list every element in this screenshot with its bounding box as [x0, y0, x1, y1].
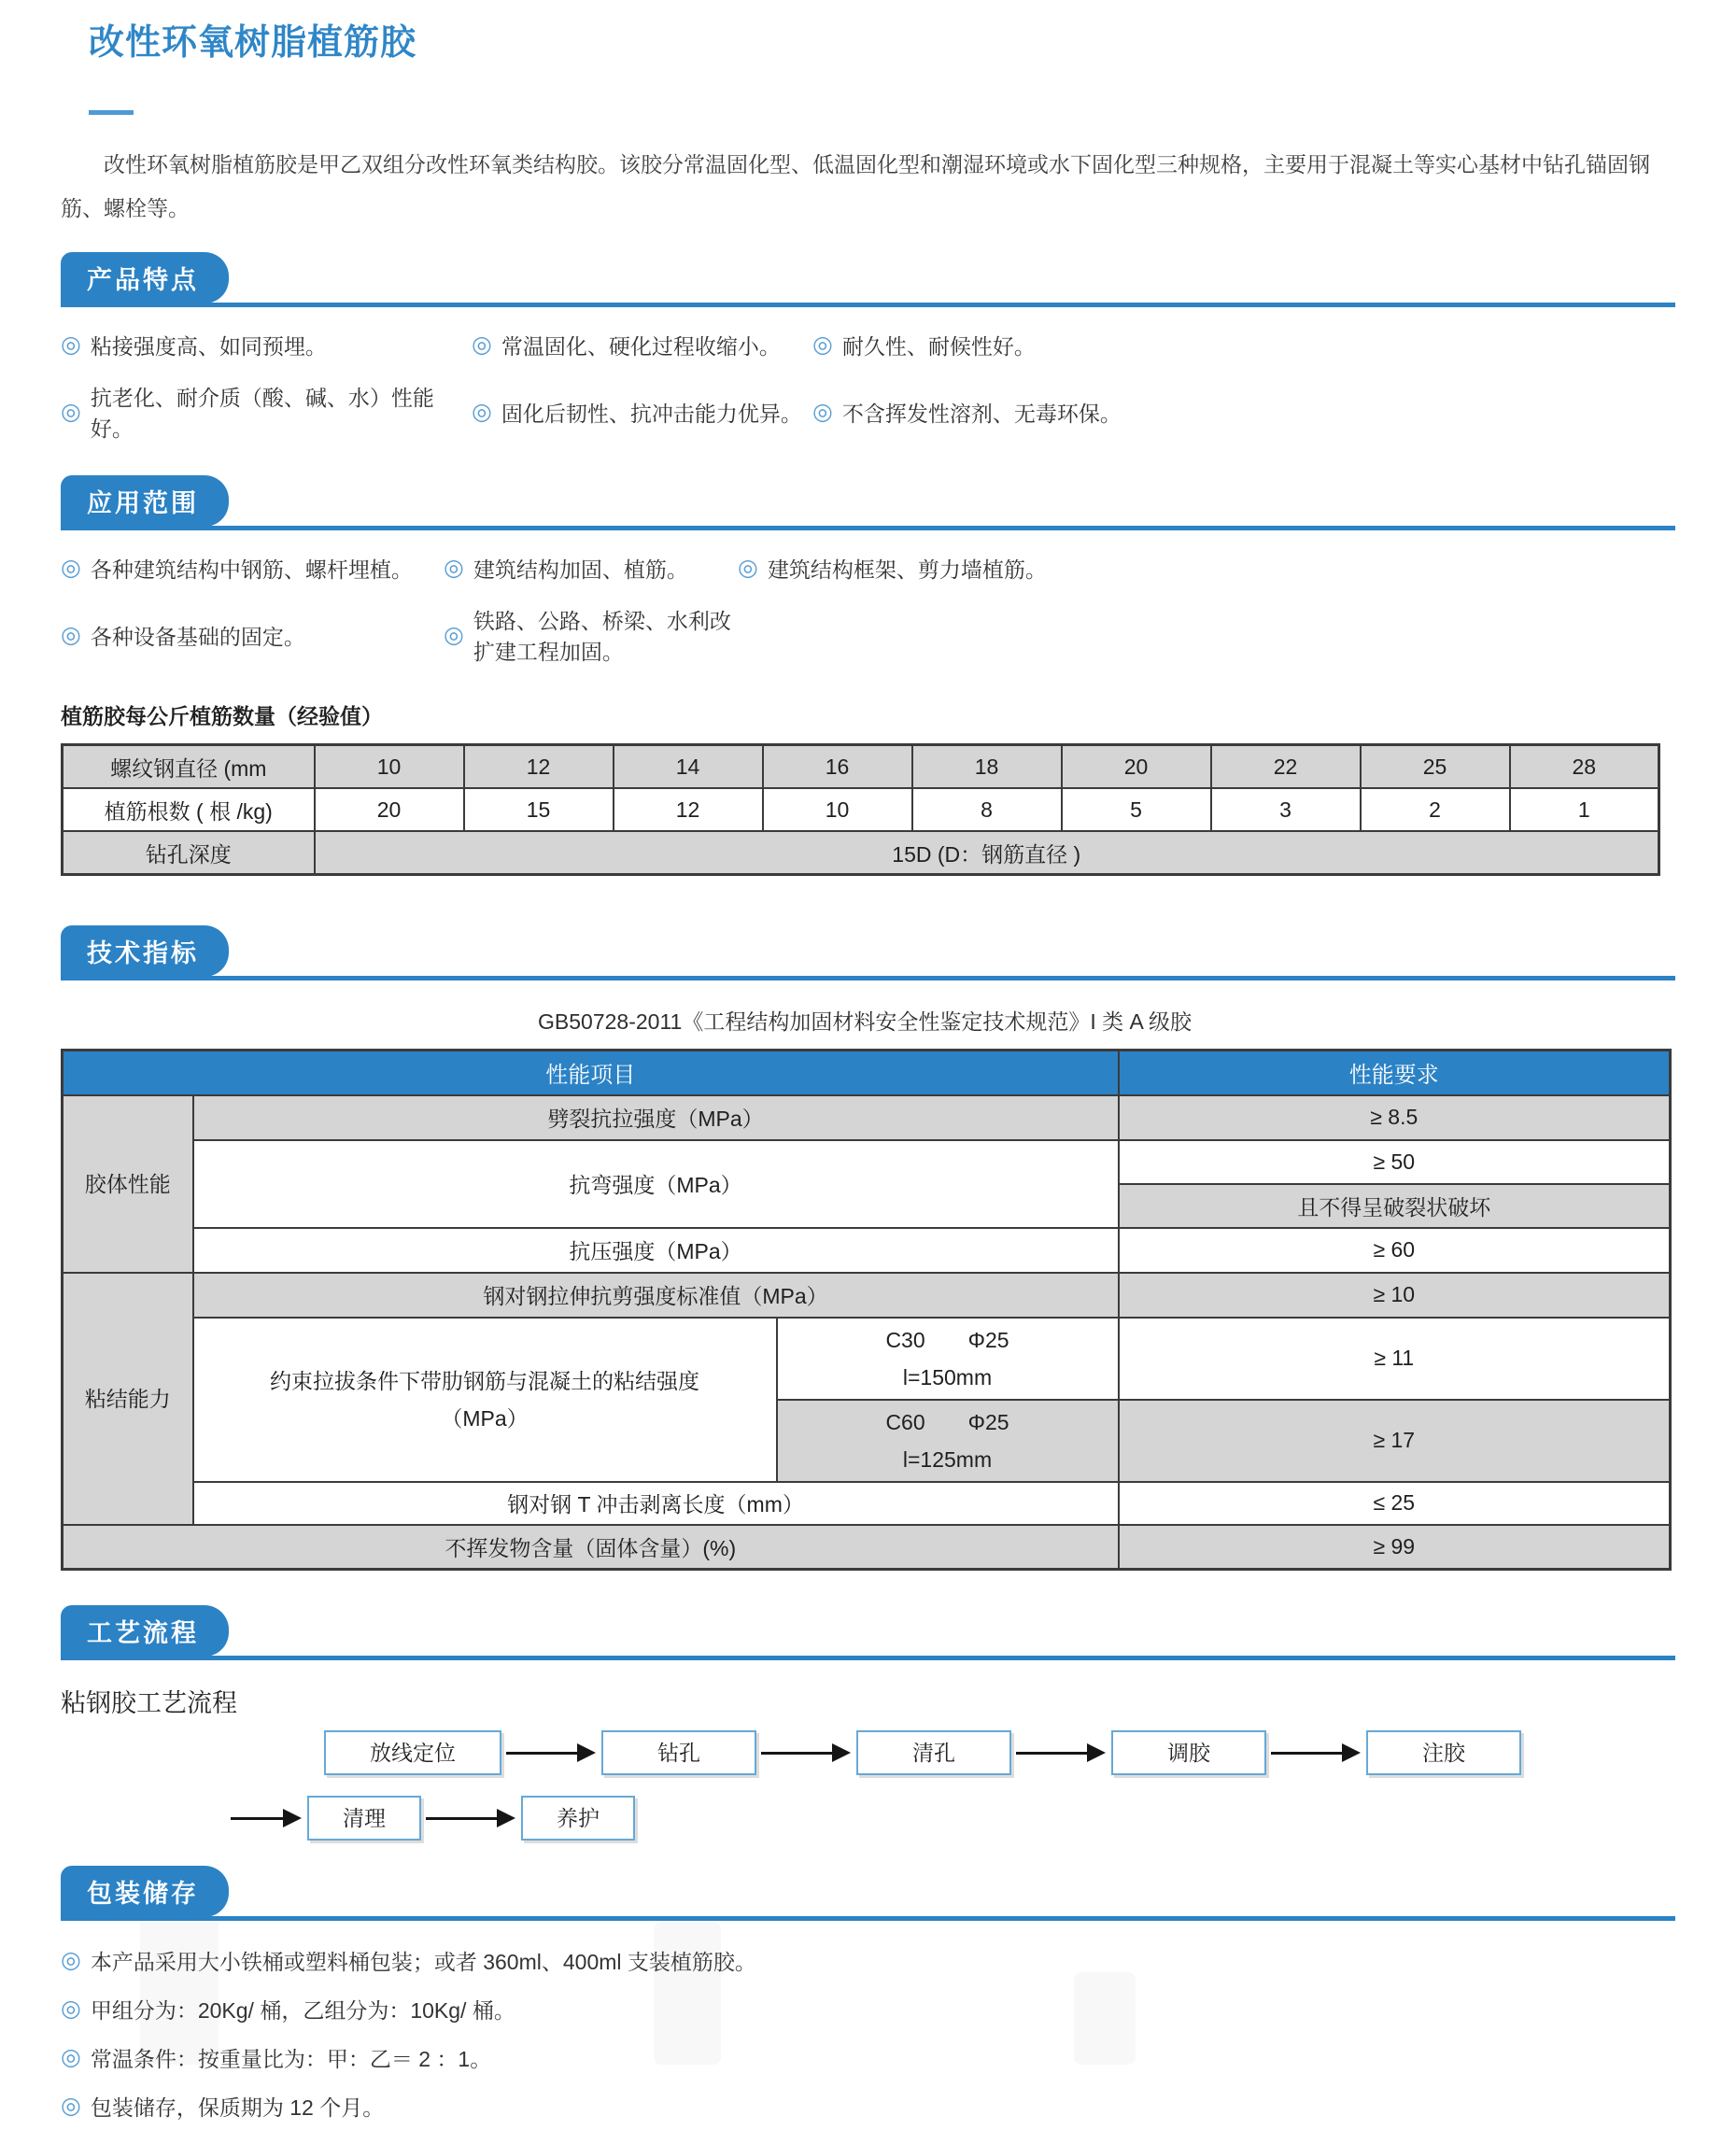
section-header-applications	[61, 482, 1675, 530]
table-cell: 14	[614, 745, 763, 789]
list-item	[472, 330, 812, 360]
spec-property-cell	[193, 1318, 777, 1482]
spec-property-cell: 钢对钢 T 冲击剥离长度（mm）	[193, 1482, 1119, 1525]
circle-bullet-icon: ◎	[61, 331, 81, 358]
table-row	[63, 1482, 1671, 1525]
table-cell: 20	[1062, 745, 1211, 789]
circle-bullet-icon: ◎	[472, 331, 492, 358]
spec-col-header-requirement: 性能要求	[1119, 1051, 1671, 1095]
spec-value-cell: ≥ 17	[1119, 1400, 1671, 1482]
list-item	[61, 553, 444, 584]
flow-step-box: 养护	[521, 1796, 635, 1841]
list-item	[61, 1984, 1675, 2033]
spec-condition-line: C60 Φ25	[885, 1409, 1009, 1434]
spec-value-cell: ≥ 50	[1119, 1140, 1671, 1184]
list-item	[812, 330, 1675, 360]
table-cell: 3	[1211, 788, 1361, 831]
row-header-cell: 植筋根数 ( 根 /kg)	[63, 788, 315, 831]
table-cell: 8	[912, 788, 1062, 831]
table-cell: 10	[763, 788, 912, 831]
process-flow-row-1	[324, 1730, 1675, 1775]
section-rule	[61, 976, 1675, 980]
spec-group-bonding-capacity: 粘结能力	[63, 1273, 193, 1525]
row-header-cell: 螺纹钢直径 (mm	[63, 745, 315, 789]
flow-step-box: 放线定位	[324, 1730, 501, 1775]
list-item-text: 建筑结构框架、剪力墙植筋。	[767, 557, 1047, 582]
list-item-text: 建筑结构加固、植筋。	[473, 557, 688, 582]
list-item-text: 各种建筑结构中钢筋、螺杆埋植。	[90, 557, 413, 582]
title-underline	[89, 110, 134, 115]
table-cell: 12	[614, 788, 763, 831]
table-cell: 12	[464, 745, 614, 789]
features-list	[61, 330, 1675, 443]
circle-bullet-icon: ◎	[61, 1995, 81, 2022]
list-item	[61, 2081, 1675, 2130]
spec-property-line: （MPa）	[441, 1405, 529, 1431]
table-cell: 20	[315, 788, 464, 831]
spec-property-line: 约束拉拔条件下带肋钢筋与混凝土的粘结强度	[270, 1368, 699, 1393]
circle-bullet-icon: ◎	[61, 2092, 81, 2119]
circle-bullet-icon: ◎	[61, 555, 81, 581]
list-item-text: 抗老化、耐介质（酸、碱、水）性能好。	[90, 386, 434, 441]
table-row	[63, 1095, 1671, 1140]
list-item	[444, 604, 738, 666]
spec-value-cell: ≥ 11	[1119, 1318, 1671, 1400]
spec-condition-cell	[777, 1400, 1119, 1482]
list-item	[61, 1936, 1675, 1984]
spec-value-cell: 且不得呈破裂状破坏	[1119, 1184, 1671, 1228]
packaging-list	[61, 1936, 1675, 2130]
table-cell: 1	[1510, 788, 1659, 831]
spec-condition-cell	[777, 1318, 1119, 1400]
table-row	[63, 788, 1659, 831]
table-row	[63, 831, 1659, 875]
section-rule	[61, 1656, 1675, 1660]
spec-property-cell: 抗压强度（MPa）	[193, 1228, 1119, 1273]
table-cell: 25	[1361, 745, 1510, 789]
list-item-text: 铁路、公路、桥梁、水利改扩建工程加固。	[473, 609, 731, 664]
flow-step-box: 钻孔	[601, 1730, 756, 1775]
circle-bullet-icon: ◎	[61, 1946, 81, 1973]
table-row	[63, 1318, 1671, 1400]
table-row	[63, 1525, 1671, 1570]
process-flow-row-2	[231, 1796, 1675, 1841]
arrow-right-icon	[231, 1817, 283, 1820]
table-cell: 15D (D：钢筋直径 )	[315, 831, 1659, 875]
section-tab-features: 产品特点	[61, 252, 229, 303]
table-cell: 2	[1361, 788, 1510, 831]
flow-step-box: 清理	[307, 1796, 421, 1841]
table-row	[63, 1051, 1671, 1095]
list-item-text: 耐久性、耐候性好。	[841, 334, 1036, 359]
circle-bullet-icon: ◎	[61, 621, 81, 648]
list-item-text: 本产品采用大小铁桶或塑料桶包装；或者 360ml、400ml 支装植筋胶。	[90, 1949, 756, 1974]
list-item	[61, 2033, 1675, 2081]
table-row	[63, 1228, 1671, 1273]
spec-property-cell: 不挥发物含量（固体含量）(%)	[63, 1525, 1119, 1570]
spec-value-cell: ≤ 25	[1119, 1482, 1671, 1525]
rebar-table	[61, 743, 1660, 876]
list-item	[61, 330, 472, 360]
table-cell: 18	[912, 745, 1062, 789]
table-cell: 28	[1510, 745, 1659, 789]
table-cell: 5	[1062, 788, 1211, 831]
table-row	[63, 1273, 1671, 1318]
arrow-right-icon	[1016, 1752, 1087, 1755]
section-tab-specs: 技术指标	[61, 925, 229, 977]
page-title: 改性环氧树脂植筋胶	[89, 23, 417, 63]
list-item-text: 各种设备基础的固定。	[90, 624, 305, 649]
arrow-right-icon	[426, 1817, 497, 1820]
section-header-process	[61, 1612, 1675, 1660]
list-item	[444, 553, 738, 584]
section-rule	[61, 303, 1675, 307]
flow-step-box: 清孔	[856, 1730, 1011, 1775]
spec-col-header-item: 性能项目	[63, 1051, 1119, 1095]
list-item	[61, 604, 444, 666]
spec-group-adhesive-properties: 胶体性能	[63, 1095, 193, 1273]
spec-property-cell: 抗弯强度（MPa）	[193, 1140, 1119, 1228]
spec-table-caption: GB50728-2011《工程结构加固材料安全性鉴定技术规范》I 类 A 级胶	[538, 1009, 1192, 1034]
circle-bullet-icon: ◎	[61, 2043, 81, 2070]
spec-condition-line: l=150mm	[902, 1364, 993, 1389]
circle-bullet-icon: ◎	[472, 398, 492, 425]
process-flow-subtitle: 粘钢胶工艺流程	[61, 1689, 237, 1717]
section-header-features	[61, 259, 1675, 307]
section-rule	[61, 1916, 1675, 1921]
list-item	[61, 381, 472, 443]
table-cell: 10	[315, 745, 464, 789]
list-item-text: 不含挥发性溶剂、无毒环保。	[841, 401, 1122, 426]
spec-condition-line: C30 Φ25	[885, 1327, 1009, 1352]
section-tab-process: 工艺流程	[61, 1605, 229, 1657]
table-cell: 16	[763, 745, 912, 789]
table-cell: 22	[1211, 745, 1361, 789]
rebar-table-caption: 植筋胶每公斤植筋数量（经验值）	[61, 704, 383, 728]
circle-bullet-icon: ◎	[812, 331, 833, 358]
spec-value-cell: ≥ 60	[1119, 1228, 1671, 1273]
row-header-cell: 钻孔深度	[63, 831, 315, 875]
spec-table	[61, 1049, 1672, 1571]
intro-paragraph: 改性环氧树脂植筋胶是甲乙双组分改性环氧类结构胶。该胶分常温固化型、低温固化型和潮湿环境或水下固化型三种规格，主要用于混凝土等实心基材中钻孔锚固钢筋、螺栓等。	[61, 152, 1650, 220]
list-item-text: 包装储存，保质期为 12 个月。	[90, 2095, 385, 2120]
list-item	[472, 381, 812, 443]
spec-value-cell: ≥ 10	[1119, 1273, 1671, 1318]
circle-bullet-icon: ◎	[812, 398, 833, 425]
list-item	[738, 553, 1675, 584]
spec-property-cell: 劈裂抗拉强度（MPa）	[193, 1095, 1119, 1140]
list-item-text: 粘接强度高、如同预埋。	[90, 334, 327, 359]
circle-bullet-icon: ◎	[444, 621, 464, 648]
table-row	[63, 745, 1659, 789]
list-item	[812, 381, 1675, 443]
section-rule	[61, 526, 1675, 530]
spec-value-cell: ≥ 8.5	[1119, 1095, 1671, 1140]
spec-property-cell: 钢对钢拉伸抗剪强度标准值（MPa）	[193, 1273, 1119, 1318]
list-item-text: 甲组分为：20Kg/ 桶，乙组分为：10Kg/ 桶。	[90, 1997, 515, 2023]
applications-list	[61, 553, 1675, 666]
arrow-right-icon	[1271, 1752, 1342, 1755]
table-cell: 15	[464, 788, 614, 831]
arrow-right-icon	[506, 1752, 577, 1755]
circle-bullet-icon: ◎	[738, 555, 758, 581]
list-item-text: 常温固化、硬化过程收缩小。	[501, 334, 781, 359]
flow-step-box: 注胶	[1366, 1730, 1521, 1775]
circle-bullet-icon: ◎	[444, 555, 464, 581]
section-tab-packaging: 包装储存	[61, 1866, 229, 1917]
flow-step-box: 调胶	[1111, 1730, 1266, 1775]
section-tab-applications: 应用范围	[61, 475, 229, 527]
circle-bullet-icon: ◎	[61, 398, 81, 425]
section-header-packaging	[61, 1872, 1675, 1921]
list-item-text: 常温条件：按重量比为：甲：乙＝ 2 ：1。	[90, 2046, 492, 2071]
table-row	[63, 1140, 1671, 1184]
spec-condition-line: l=125mm	[902, 1446, 993, 1472]
list-item-text: 固化后韧性、抗冲击能力优异。	[501, 401, 802, 426]
arrow-right-icon	[761, 1752, 832, 1755]
spec-value-cell: ≥ 99	[1119, 1525, 1671, 1570]
section-header-specs	[61, 932, 1675, 980]
